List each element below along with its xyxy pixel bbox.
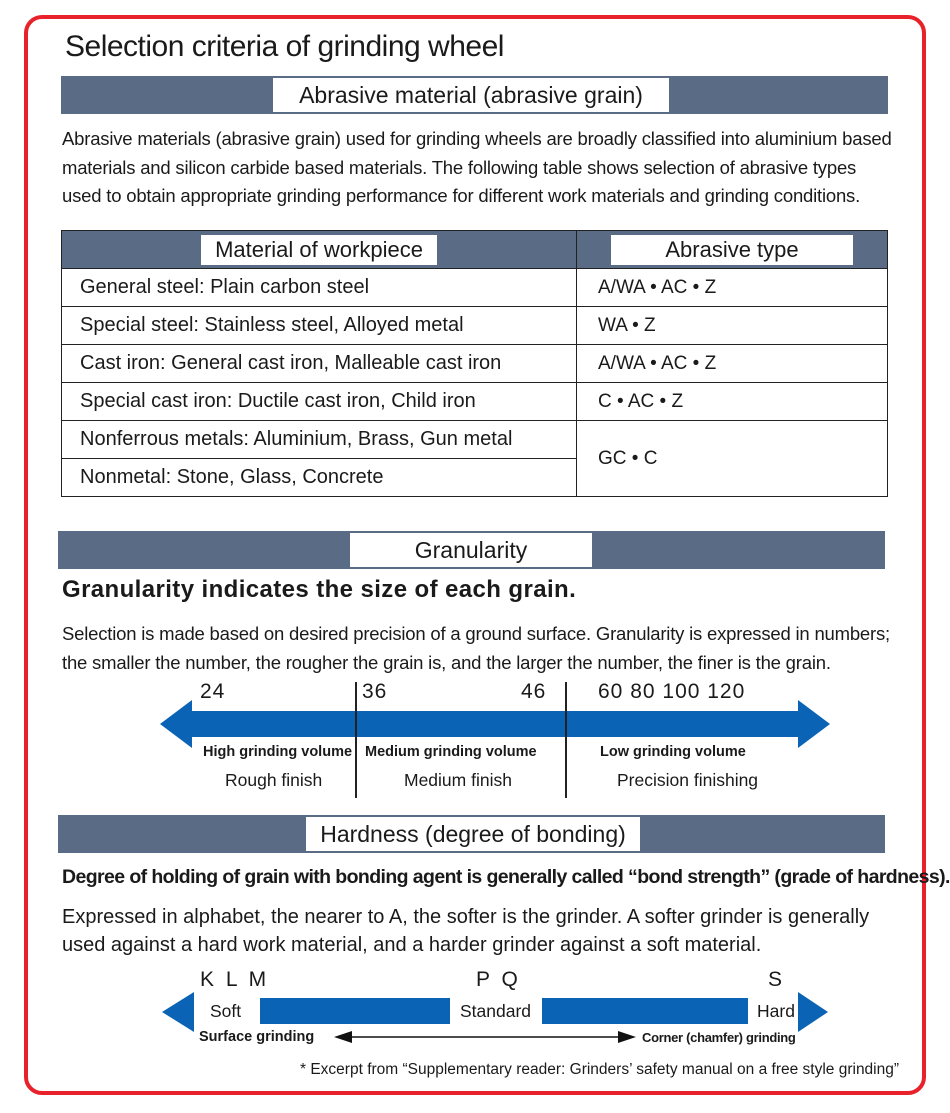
hardness-paragraph [62,903,912,959]
page-title: Selection criteria of grinding wheel [65,30,504,63]
table-row [62,307,888,345]
footnote: * Excerpt from “Supplementary reader: Grinders’ safety manual on a free style grinding” [300,1061,900,1078]
column-header-abrasive: Abrasive type [611,235,853,265]
zone-low-volume: Low grinding volume [600,744,746,760]
hardness-heading-band [58,815,885,853]
hardness-heading: Hardness (degree of bonding) [306,817,640,851]
zone-high-volume: High grinding volume [203,744,353,760]
grain-fine: 60 80 100 120 [598,680,746,703]
grinding-range-arrow [330,1028,640,1046]
header-workpiece-cell [62,231,577,269]
range-arrow-right-icon [618,1031,636,1043]
hardness-paragraph-line: used against a hard work material, and a harder grinder against a soft material. [62,934,762,956]
table-header-row [62,231,888,269]
grain-36: 36 [362,680,388,703]
range-arrow-left-icon [334,1031,352,1043]
arrow-right-icon [798,992,828,1032]
arrow-bar-right [542,998,748,1024]
material-cell: Special steel: Stainless steel, Alloyed metal [62,307,577,345]
zone-precision-finish: Precision finishing [617,770,759,790]
granularity-arrow [160,698,832,750]
hardness-hard: Hard [757,1001,795,1021]
material-cell: Nonferrous metals: Aluminium, Brass, Gun metal [62,421,577,459]
granularity-paragraph [62,620,912,677]
material-cell: Special cast iron: Ductile cast iron, Child iron [62,383,577,421]
zone-divider [355,682,357,798]
arrow-bar-left [260,998,450,1024]
granularity-subheading: Granularity indicates the size of each grain. [62,576,577,603]
grain-24: 24 [200,680,226,703]
material-cell: Nonmetal: Stone, Glass, Concrete [62,459,577,497]
material-cell: General steel: Plain carbon steel [62,269,577,307]
abrasive-paragraph-line: used to obtain appropriate grinding performance for different work materials and grinding conditions. [62,185,861,206]
header-abrasive-cell [577,231,888,269]
corner-grinding-label: Corner (chamfer) grinding [642,1030,796,1045]
zone-medium-volume: Medium grinding volume [365,744,537,760]
hardness-pq: P Q [476,968,521,991]
abrasive-cell: A/WA • AC • Z [577,345,888,383]
hardness-standard: Standard [460,1001,532,1021]
grain-46: 46 [521,680,547,703]
hardness-klm: K L M [200,968,270,991]
abrasive-heading-band [61,76,888,114]
double-arrow-icon [160,700,830,748]
hardness-soft: Soft [210,1001,242,1021]
abrasive-cell: GC • C [577,421,888,497]
granularity-paragraph-line: the smaller the number, the rougher the grain is, and the larger the number, the finer is the grain. [62,651,831,673]
surface-grinding-label: Surface grinding [199,1029,315,1045]
zone-medium-finish: Medium finish [404,770,512,790]
abrasive-cell: WA • Z [577,307,888,345]
abrasive-heading: Abrasive material (abrasive grain) [273,78,669,112]
table-row [62,383,888,421]
table-row [62,421,888,459]
arrow-left-icon [162,992,194,1032]
hardness-subheading: Degree of holding of grain with bonding agent is generally called “bond strength” (grade of hardness). [62,866,950,888]
table-row [62,345,888,383]
abrasive-table [61,230,888,497]
zone-rough-finish: Rough finish [225,770,323,790]
material-cell: Cast iron: General cast iron, Malleable cast iron [62,345,577,383]
abrasive-cell: C • AC • Z [577,383,888,421]
abrasive-paragraph [62,125,902,211]
hardness-s: S [768,968,784,991]
column-header-workpiece: Material of workpiece [201,235,437,265]
granularity-heading-band [58,531,885,569]
abrasive-paragraph-line: Abrasive materials (abrasive grain) used for grinding wheels are broadly classified into aluminium based [62,128,892,149]
abrasive-paragraph-line: materials and silicon carbide based materials. The following table shows selection of abrasive types [62,156,857,178]
granularity-heading: Granularity [350,533,592,567]
hardness-paragraph-line: Expressed in alphabet, the nearer to A, the softer is the grinder. A softer grinder is generally [62,906,870,928]
granularity-paragraph-line: Selection is made based on desired precision of a ground surface. Granularity is expressed in numbers; [62,623,890,644]
table-row [62,269,888,307]
zone-divider [565,682,567,798]
abrasive-cell: A/WA • AC • Z [577,269,888,307]
